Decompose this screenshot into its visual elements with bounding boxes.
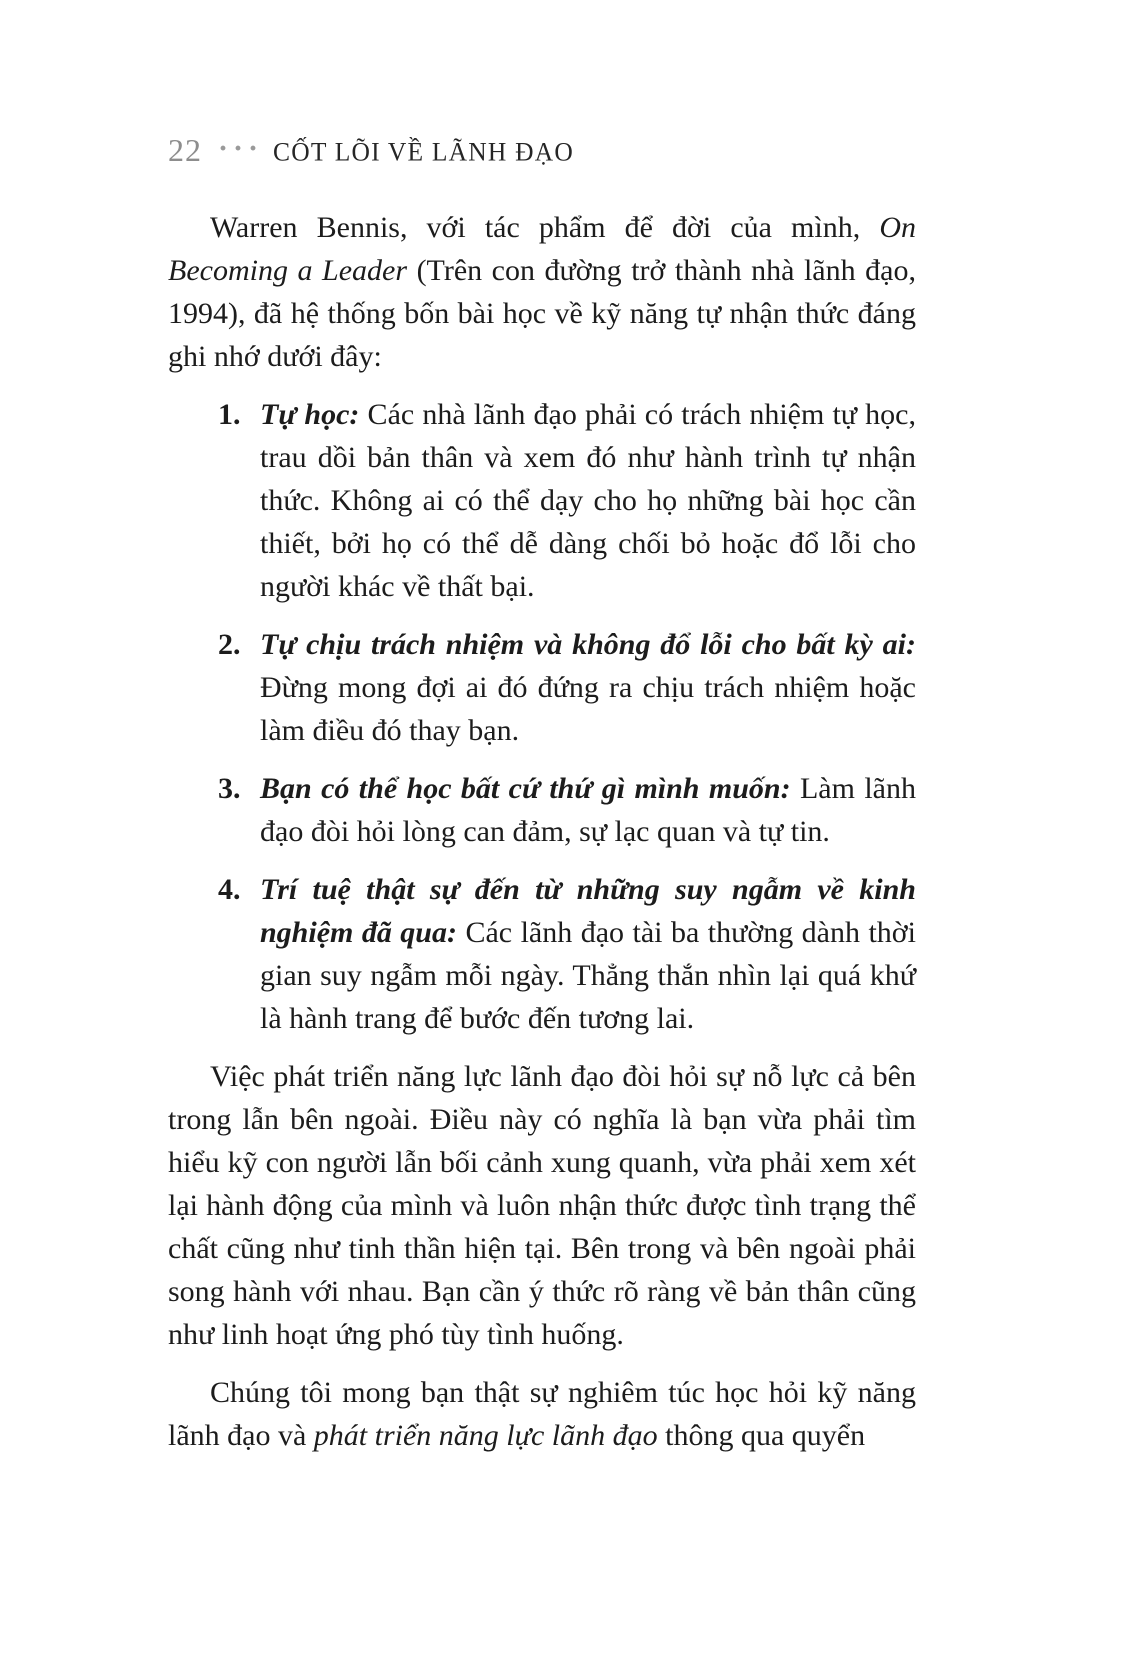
page-body	[168, 206, 916, 1472]
text-segment: Làm lãnh đạo đòi hỏi lòng can đảm, sự lạc quan và tự tin.	[260, 772, 916, 848]
paragraph	[168, 206, 916, 378]
text-segment: thông qua quyển	[657, 1419, 866, 1452]
numbered-list-item	[168, 623, 916, 752]
text-segment: Đừng mong đợi ai đó đứng ra chịu trách nhiệm hoặc làm điều đó thay bạn.	[260, 671, 916, 747]
text-segment: Các lãnh đạo tài ba thường dành thời gian suy ngẫm mỗi ngày. Thẳng thắn nhìn lại quá khứ là hành trang để bước đến tương lai.	[260, 916, 917, 1035]
running-title: CỐT LÕI VỀ LÃNH ĐẠO	[273, 136, 574, 167]
header-dots-separator: ···	[218, 132, 264, 165]
numbered-list-item	[168, 868, 916, 1040]
text-segment: (Trên con đường trở thành nhà lãnh đạo, 1994), đã hệ thống bốn bài học về kỹ năng tự nhận thức đáng ghi nhớ dưới đây:	[168, 254, 916, 373]
text-segment: Việc phát triển năng lực lãnh đạo đòi hỏi sự nỗ lực cả bên trong lẫn bên ngoài. Điều này có nghĩa là bạn vừa phải tìm hiểu kỹ con người lẫn bối cảnh xung quanh, vừa phải xem xét lại hành động của mình và luôn nhận thức được tình trạng thể chất cũng như tinh thần hiện tại. Bên trong và bên ngoài phải song hành với nhau. Bạn cần ý thức rõ ràng về bản thân cũng như linh hoạt ứng phó tùy tình huống.	[168, 1060, 916, 1351]
paragraph	[168, 1371, 916, 1457]
list-item-number: 2.	[218, 628, 241, 661]
list-item-number: 1.	[218, 398, 241, 431]
text-segment: Bạn có thể học bất cứ thứ gì mình muốn:	[260, 772, 791, 805]
numbered-list-item	[168, 767, 916, 853]
text-segment: Warren Bennis, với tác phẩm để đời của mình,	[210, 211, 880, 244]
text-segment: Tự chịu trách nhiệm và không đổ lỗi cho bất kỳ ai:	[260, 628, 916, 661]
paragraph	[168, 1055, 916, 1356]
page-header	[168, 132, 574, 169]
text-segment: phát triển năng lực lãnh đạo	[313, 1419, 658, 1452]
list-item-number: 4.	[218, 873, 241, 906]
list-item-number: 3.	[218, 772, 241, 805]
numbered-list-item	[168, 393, 916, 608]
text-segment: Chúng tôi mong bạn thật sự nghiêm túc học hỏi kỹ năng lãnh đạo và	[168, 1376, 916, 1452]
text-segment: On Becoming a Leader	[168, 211, 916, 287]
text-segment: Trí tuệ thật sự đến từ những suy ngẫm về kinh nghiệm đã qua:	[260, 873, 916, 949]
text-segment: Tự học:	[260, 398, 360, 431]
page-number: 22	[168, 132, 202, 168]
text-segment: Các nhà lãnh đạo phải có trách nhiệm tự học, trau dồi bản thân và xem đó như hành trình tự nhận thức. Không ai có thể dạy cho họ những bài học cần thiết, bởi họ có thể dễ dàng chối bỏ hoặc đổ lỗi cho người khác về thất bại.	[260, 398, 916, 603]
